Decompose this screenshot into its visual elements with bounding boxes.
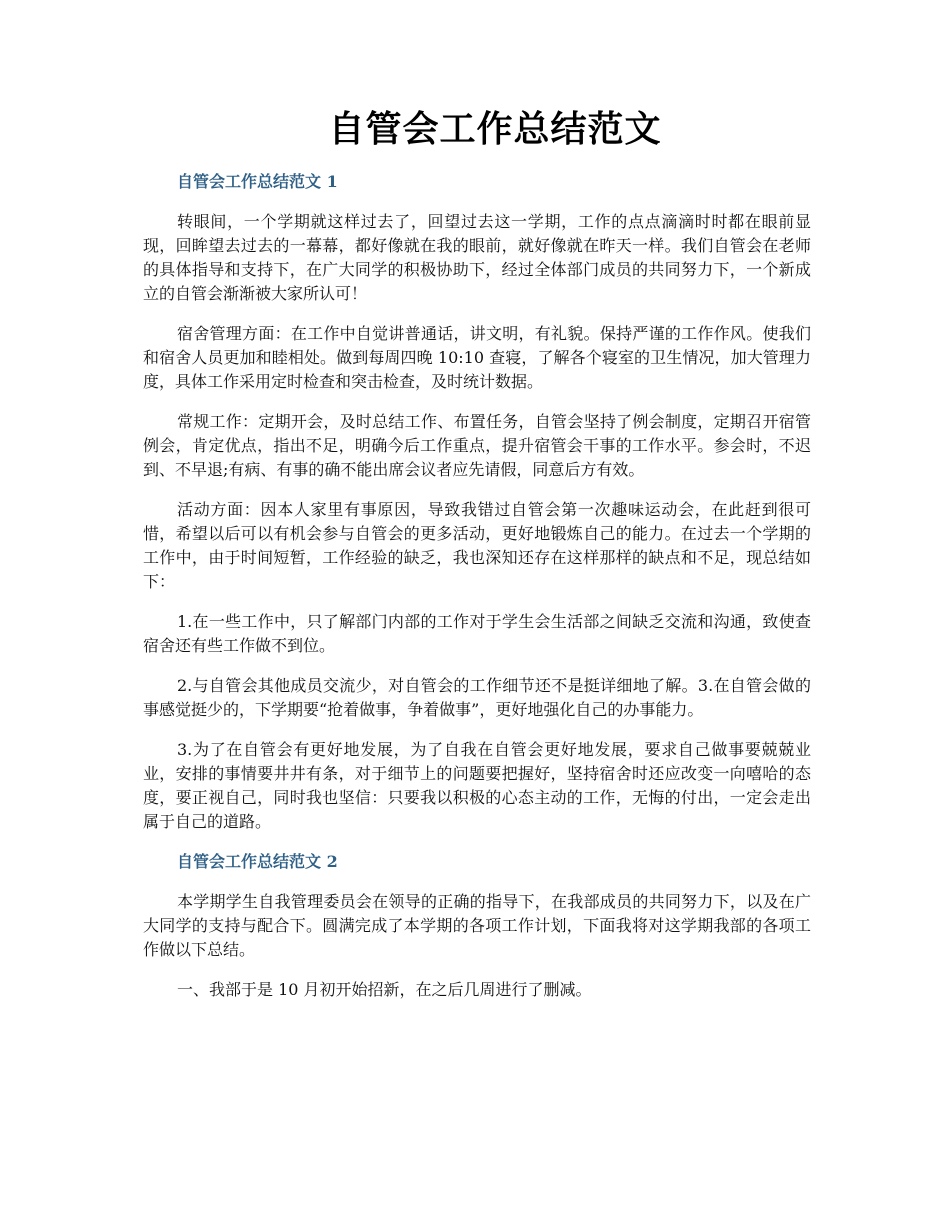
paragraph: 本学期学生自我管理委员会在领导的正确的指导下，在我部成员的共同努力下，以及在广大同学的支持与配合下。圆满完成了本学期的各项工作计划，下面我将对这学期我部的各项工作做以下总结。 — [143, 892, 811, 959]
section-2 — [143, 850, 811, 1002]
section-heading: 自管会工作总结范文 2 — [177, 852, 338, 871]
paragraph: 宿舍管理方面：在工作中自觉讲普通话，讲文明，有礼貌。保持严谨的工作作风。使我们和宿舍人员更加和睦相处。做到每周四晚 10:10 查寝，了解各个寝室的卫生情况，加大管理力度，具体工作采用定时检查和突击检查，及时统计数据。 — [143, 324, 811, 391]
paragraph: 常规工作：定期开会，及时总结工作、布置任务，自管会坚持了例会制度，定期召开宿管例会，肯定优点，指出不足，明确今后工作重点，提升宿管会干事的工作水平。参会时，不迟到、不早退;有病、有事的确不能出席会议者应先请假，同意后方有效。 — [143, 412, 811, 479]
document-title: 自管会工作总结范文 — [328, 108, 662, 151]
paragraph: 一、我部于是 10 月初开始招新，在之后几周进行了删减。 — [177, 980, 592, 999]
paragraph: 2.与自管会其他成员交流少，对自管会的工作细节还不是挺详细地了解。3.在自管会做的事感觉挺少的，下学期要“抢着做事，争着做事”，更好地强化自己的办事能力。 — [143, 676, 811, 719]
paragraph: 1.在一些工作中，只了解部门内部的工作对于学生会生活部之间缺乏交流和沟通，致使查宿舍还有些工作做不到位。 — [143, 612, 811, 655]
section-1 — [143, 170, 811, 834]
document-body — [143, 170, 811, 1018]
paragraph: 活动方面：因本人家里有事原因，导致我错过自管会第一次趣味运动会，在此赶到很可惜，希望以后可以有机会参与自管会的更多活动，更好地锻炼自己的能力。在过去一个学期的工作中，由于时间短暂，工作经验的缺乏，我也深知还存在这样那样的缺点和不足，现总结如下： — [143, 500, 811, 591]
section-heading: 自管会工作总结范文 1 — [177, 172, 338, 191]
paragraph: 3.为了在自管会有更好地发展，为了自我在自管会更好地发展，要求自己做事要兢兢业业，安排的事情要井井有条，对于细节上的问题要把握好，坚持宿舍时还应改变一向嘻哈的态度，要正视自己，同时我也坚信：只要我以积极的心态主动的工作，无悔的付出，一定会走出属于自己的道路。 — [143, 740, 811, 831]
paragraph: 转眼间，一个学期就这样过去了，回望过去这一学期，工作的点点滴滴时时都在眼前显现，回眸望去过去的一幕幕，都好像就在我的眼前，就好像就在昨天一样。我们自管会在老师的具体指导和支持下，在广大同学的积极协助下，经过全体部门成员的共同努力下，一个新成立的自管会渐渐被大家所认可！ — [143, 212, 811, 303]
